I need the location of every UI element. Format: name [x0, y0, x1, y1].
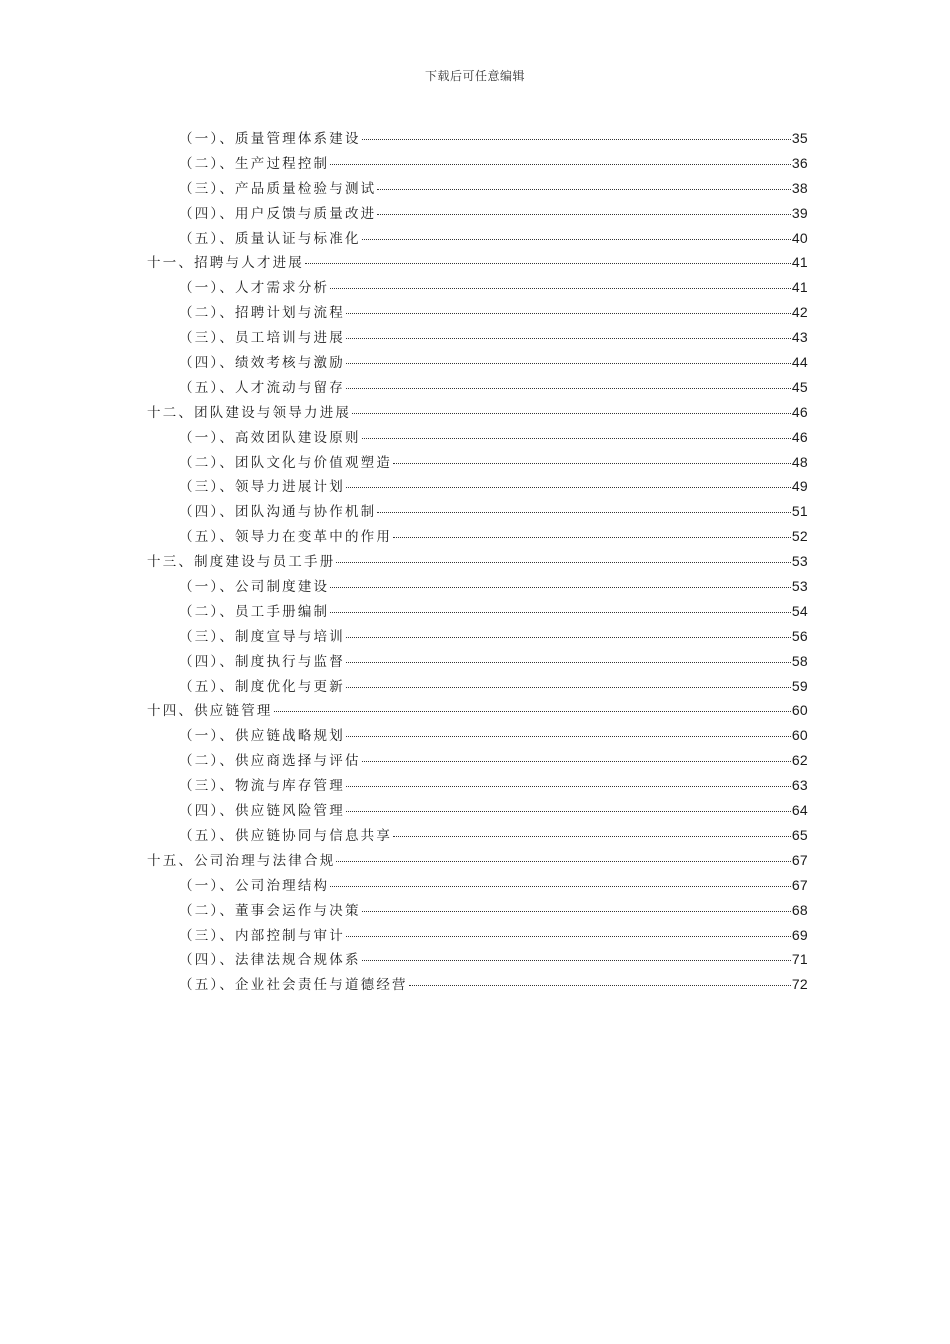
- toc-dot-leader: [330, 287, 791, 289]
- toc-section-entry[interactable]: [147, 450, 808, 475]
- toc-section-entry[interactable]: [147, 151, 808, 176]
- toc-section-entry[interactable]: [147, 226, 808, 251]
- toc-section-entry[interactable]: [147, 275, 808, 300]
- toc-chapter-entry[interactable]: [147, 549, 808, 574]
- toc-dot-leader: [346, 312, 791, 314]
- toc-entry-title: （一）、高效团队建设原则: [179, 429, 361, 446]
- toc-page-number: 38: [791, 179, 808, 196]
- toc-dot-leader: [346, 486, 791, 488]
- toc-page-number: 40: [791, 229, 808, 246]
- toc-section-entry[interactable]: [147, 823, 808, 848]
- toc-page-number: 67: [791, 851, 808, 868]
- toc-entry-title: （四）、团队沟通与协作机制: [179, 504, 377, 521]
- toc-dot-leader: [362, 437, 791, 439]
- toc-dot-leader: [336, 860, 790, 862]
- toc-dot-leader: [346, 661, 791, 663]
- toc-page-number: 69: [791, 926, 808, 943]
- toc-entry-title: （三）、制度宣导与培训: [179, 628, 345, 645]
- toc-page-number: 42: [791, 304, 808, 321]
- toc-entry-title: 十五、公司治理与法律合规: [147, 852, 336, 869]
- toc-page-number: 72: [791, 976, 808, 993]
- toc-dot-leader: [330, 586, 791, 588]
- toc-section-entry[interactable]: [147, 325, 808, 350]
- toc-section-entry[interactable]: [147, 201, 808, 226]
- toc-section-entry[interactable]: [147, 723, 808, 748]
- toc-page-number: 49: [791, 478, 808, 495]
- toc-section-entry[interactable]: [147, 649, 808, 674]
- toc-dot-leader: [346, 935, 791, 937]
- toc-entry-title: （一）、人才需求分析: [179, 280, 330, 297]
- toc-entry-title: 十一、招聘与人才进展: [147, 255, 304, 272]
- toc-page-number: 67: [791, 876, 808, 893]
- toc-entry-title: （三）、内部控制与审计: [179, 927, 345, 944]
- toc-section-entry[interactable]: [147, 474, 808, 499]
- toc-chapter-entry[interactable]: [147, 698, 808, 723]
- toc-dot-leader: [346, 362, 791, 364]
- toc-page-number: 35: [791, 130, 808, 146]
- toc-entry-title: （五）、领导力在变革中的作用: [179, 529, 393, 546]
- toc-page-number: 54: [791, 602, 808, 619]
- toc-page-number: 60: [791, 702, 808, 719]
- toc-page-number: 56: [791, 627, 808, 644]
- toc-page-number: 62: [791, 752, 808, 769]
- toc-page-number: 36: [791, 154, 808, 171]
- toc-section-entry[interactable]: [147, 972, 808, 997]
- toc-dot-leader: [362, 959, 791, 961]
- toc-dot-leader: [393, 462, 791, 464]
- toc-chapter-entry[interactable]: [147, 400, 808, 425]
- toc-page-number: 41: [791, 279, 808, 296]
- toc-dot-leader: [346, 686, 791, 688]
- toc-page-number: 44: [791, 354, 808, 371]
- toc-entry-title: （三）、产品质量检验与测试: [179, 180, 377, 197]
- toc-section-entry[interactable]: [147, 524, 808, 549]
- toc-dot-leader: [377, 511, 790, 513]
- toc-entry-title: （五）、企业社会责任与道德经营: [179, 977, 408, 994]
- toc-entry-title: （二）、供应商选择与评估: [179, 753, 361, 770]
- toc-page-number: 46: [791, 428, 808, 445]
- toc-dot-leader: [352, 412, 791, 414]
- toc-entry-title: （三）、物流与库存管理: [179, 778, 345, 795]
- toc-page-number: 68: [791, 901, 808, 918]
- toc-section-entry[interactable]: [147, 898, 808, 923]
- toc-entry-title: （四）、绩效考核与激励: [179, 355, 345, 372]
- toc-entry-title: （二）、员工手册编制: [179, 603, 330, 620]
- toc-page-number: 58: [791, 652, 808, 669]
- toc-page-number: 63: [791, 777, 808, 794]
- toc-entry-title: （四）、供应链风险管理: [179, 803, 345, 820]
- toc-section-entry[interactable]: [147, 350, 808, 375]
- toc-page-number: 65: [791, 826, 808, 843]
- toc-entry-title: （四）、用户反馈与质量改进: [179, 205, 377, 222]
- toc-section-entry[interactable]: [147, 947, 808, 972]
- toc-entry-title: （一）、质量管理体系建设: [179, 131, 361, 147]
- toc-section-entry[interactable]: [147, 176, 808, 201]
- toc-section-entry[interactable]: [147, 126, 808, 151]
- toc-section-entry[interactable]: [147, 624, 808, 649]
- toc-section-entry[interactable]: [147, 674, 808, 699]
- toc-dot-leader: [362, 760, 791, 762]
- toc-page-number: 46: [791, 403, 808, 420]
- toc-entry-title: （一）、供应链战略规划: [179, 728, 345, 745]
- toc-entry-title: （五）、质量认证与标准化: [179, 230, 361, 247]
- toc-section-entry[interactable]: [147, 798, 808, 823]
- toc-page-number: 51: [791, 503, 808, 520]
- toc-page-number: 48: [791, 453, 808, 470]
- toc-dot-leader: [362, 138, 791, 140]
- toc-dot-leader: [362, 238, 791, 240]
- toc-entry-title: （二）、招聘计划与流程: [179, 305, 345, 322]
- toc-entry-title: 十三、制度建设与员工手册: [147, 554, 336, 571]
- toc-section-entry[interactable]: [147, 923, 808, 948]
- toc-section-entry[interactable]: [147, 574, 808, 599]
- toc-dot-leader: [346, 337, 791, 339]
- toc-entry-title: 十二、团队建设与领导力进展: [147, 404, 352, 421]
- toc-dot-leader: [274, 710, 791, 712]
- toc-entry-title: （四）、法律法规合规体系: [179, 952, 361, 969]
- toc-dot-leader: [346, 785, 791, 787]
- toc-dot-leader: [330, 163, 791, 165]
- toc-chapter-entry[interactable]: [147, 250, 808, 275]
- toc-page-number: 52: [791, 528, 808, 545]
- toc-page-number: 39: [791, 204, 808, 221]
- toc-entry-title: （二）、生产过程控制: [179, 155, 330, 172]
- toc-page-number: 45: [791, 378, 808, 395]
- toc-dot-leader: [336, 561, 790, 563]
- toc-dot-leader: [377, 213, 790, 215]
- toc-chapter-entry[interactable]: [147, 848, 808, 873]
- toc-dot-leader: [305, 262, 791, 264]
- toc-entry-title: （二）、团队文化与价值观塑造: [179, 454, 393, 471]
- toc-entry-title: （三）、领导力进展计划: [179, 479, 345, 496]
- toc-dot-leader: [330, 885, 791, 887]
- toc-dot-leader: [346, 387, 791, 389]
- toc-entry-title: （五）、人才流动与留存: [179, 379, 345, 396]
- table-of-contents: [147, 126, 808, 997]
- toc-page-number: 64: [791, 802, 808, 819]
- toc-page-number: 60: [791, 727, 808, 744]
- toc-dot-leader: [346, 735, 791, 737]
- toc-entry-title: （四）、制度执行与监督: [179, 653, 345, 670]
- toc-section-entry[interactable]: [147, 748, 808, 773]
- toc-entry-title: （五）、供应链协同与信息共享: [179, 827, 393, 844]
- toc-section-entry[interactable]: [147, 375, 808, 400]
- page-header: 下载后可任意编辑: [424, 69, 525, 83]
- toc-section-entry[interactable]: [147, 773, 808, 798]
- toc-section-entry[interactable]: [147, 499, 808, 524]
- toc-page-number: 71: [791, 951, 808, 968]
- toc-dot-leader: [393, 835, 791, 837]
- toc-dot-leader: [362, 910, 791, 912]
- toc-section-entry[interactable]: [147, 599, 808, 624]
- toc-dot-leader: [346, 636, 791, 638]
- toc-page-number: 53: [791, 578, 808, 595]
- toc-dot-leader: [346, 810, 791, 812]
- toc-entry-title: 十四、供应链管理: [147, 703, 273, 720]
- toc-entry-title: （三）、员工培训与进展: [179, 330, 345, 347]
- toc-entry-title: （一）、公司治理结构: [179, 877, 330, 894]
- toc-section-entry[interactable]: [147, 300, 808, 325]
- toc-section-entry[interactable]: [147, 873, 808, 898]
- toc-entry-title: （一）、公司制度建设: [179, 579, 330, 596]
- toc-dot-leader: [409, 984, 791, 986]
- toc-section-entry[interactable]: [147, 425, 808, 450]
- toc-entry-title: （五）、制度优化与更新: [179, 678, 345, 695]
- toc-page-number: 53: [791, 553, 808, 570]
- toc-entry-title: （二）、董事会运作与决策: [179, 902, 361, 919]
- toc-dot-leader: [330, 611, 791, 613]
- toc-page-number: 59: [791, 677, 808, 694]
- toc-dot-leader: [377, 188, 790, 190]
- toc-page-number: 41: [791, 254, 808, 271]
- toc-dot-leader: [393, 536, 791, 538]
- toc-page-number: 43: [791, 329, 808, 346]
